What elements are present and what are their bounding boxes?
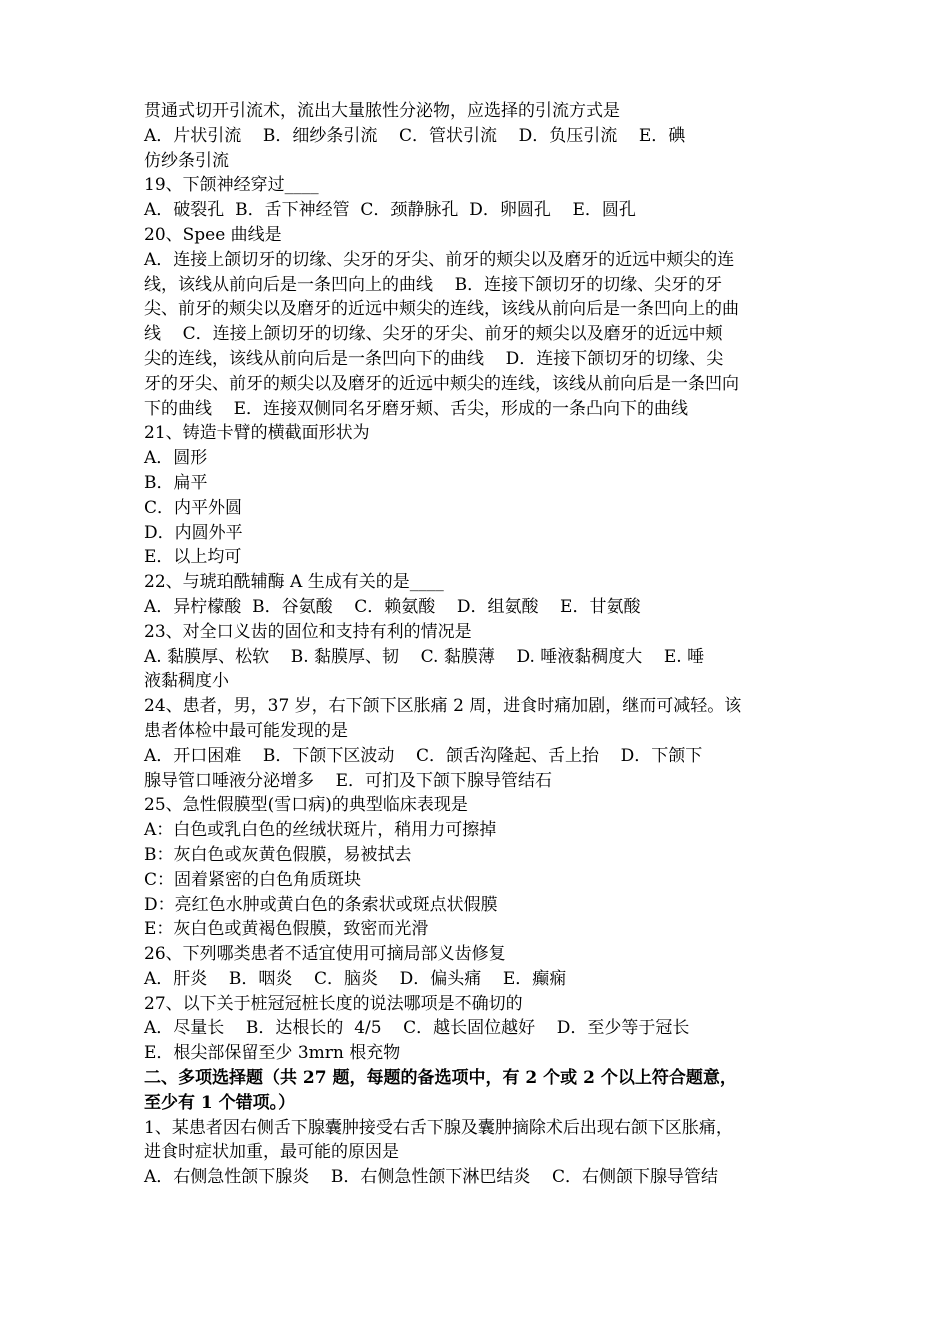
text-line: 牙的牙尖、前牙的颊尖以及磨牙的近远中颊尖的连线，该线从前向后是一条凹向 xyxy=(144,373,739,394)
section-heading: 二、多项选择题（共 27 题，每题的备选项中，有 2 个或 2 个以上符合题意， xyxy=(144,1068,737,1089)
text-line: 下的曲线 E．连接双侧同名牙磨牙颊、舌尖，形成的一条凸向下的曲线 xyxy=(144,398,689,419)
answer-options-line: A．片状引流 B．细纱条引流 C．管状引流 D．负压引流 E．碘 xyxy=(144,125,686,146)
answer-options-line: A．开口困难 B．下颌下区波动 C．颌舌沟隆起、舌上抬 D．下颌下 xyxy=(144,745,703,766)
answer-options-line: A．破裂孔 B．舌下神经管 C．颈静脉孔 D．卵圆孔 E．圆孔 xyxy=(144,200,636,221)
answer-option: A．圆形 xyxy=(144,448,208,469)
text-line: 尖的连线，该线从前向后是一条凹向下的曲线 D．连接下颌切牙的切缘、尖 xyxy=(144,348,724,369)
question-26: 26、下列哪类患者不适宜使用可摘局部义齿修复 xyxy=(144,944,506,965)
text-line: 腺导管口唾液分泌增多 E．可扪及下颌下腺导管结石 xyxy=(144,770,553,791)
answer-option: A：白色或乳白色的丝绒状斑片，稍用力可擦掉 xyxy=(144,820,497,841)
document-page xyxy=(144,99,810,1190)
question-23: 23、对全口义齿的固位和支持有利的情况是 xyxy=(144,621,472,642)
text-line: 线，该线从前向后是一条凹向上的曲线 B．连接下颌切牙的切缘、尖牙的牙 xyxy=(144,274,723,295)
question-1: 1、某患者因右侧舌下腺囊肿接受右舌下腺及囊肿摘除术后出现右颌下区胀痛， xyxy=(144,1117,733,1138)
answer-option: B．扁平 xyxy=(144,472,208,493)
text-line: A．连接上颌切牙的切缘、尖牙的牙尖、前牙的颊尖以及磨牙的近远中颊尖的连 xyxy=(144,249,735,270)
answer-option: E．以上均可 xyxy=(144,547,242,568)
text-line: 尖、前牙的颊尖以及磨牙的近远中颊尖的连线，该线从前向后是一条凹向上的曲 xyxy=(144,299,739,320)
text-line: 进食时症状加重，最可能的原因是 xyxy=(144,1142,399,1163)
answer-option: E：灰白色或黄褐色假膜，致密而光滑 xyxy=(144,919,429,940)
question-24: 24、患者，男，37 岁，右下颌下区胀痛 2 周，进食时痛加剧，继而可减轻。该 xyxy=(144,696,742,717)
answer-option: D．内圆外平 xyxy=(144,522,243,543)
section-heading: 至少有 1 个错项。） xyxy=(144,1092,296,1113)
answer-options-line: A．异柠檬酸 B．谷氨酸 C．赖氨酸 D．组氨酸 E．甘氨酸 xyxy=(144,596,641,617)
answer-option: B：灰白色或灰黄色假膜，易被拭去 xyxy=(144,844,412,865)
text-line: 液黏稠度小 xyxy=(144,671,229,692)
answer-option: E．根尖部保留至少 3mrn 根充物 xyxy=(144,1043,401,1064)
answer-options-line: A. 黏膜厚、松软 B. 黏膜厚、韧 C. 黏膜薄 D. 唾液黏稠度大 E. 唾 xyxy=(144,646,705,667)
question-27: 27、以下关于桩冠冠桩长度的说法哪项是不确切的 xyxy=(144,993,523,1014)
question-22: 22、与琥珀酰辅酶 A 生成有关的是____ xyxy=(144,572,444,593)
answer-option: D：亮红色水肿或黄白色的条索状或斑点状假膜 xyxy=(144,894,498,915)
question-25: 25、急性假膜型(雪口病)的典型临床表现是 xyxy=(144,795,468,816)
question-19: 19、下颌神经穿过____ xyxy=(144,175,319,196)
text-line: 贯通式切开引流术，流出大量脓性分泌物，应选择的引流方式是 xyxy=(144,101,620,121)
answer-option: C：固着紧密的白色角质斑块 xyxy=(144,869,362,890)
answer-option: C．内平外圆 xyxy=(144,497,243,518)
text-line: 线 C．连接上颌切牙的切缘、尖牙的牙尖、前牙的颊尖以及磨牙的近远中颊 xyxy=(144,324,723,345)
answer-options-line: A．肝炎 B．咽炎 C．脑炎 D．偏头痛 E．癫痫 xyxy=(144,968,567,989)
text-line: 患者体检中最可能发现的是 xyxy=(144,720,348,741)
question-20: 20、Spee 曲线是 xyxy=(144,224,282,245)
text-line: 仿纱条引流 xyxy=(144,150,229,171)
question-21: 21、铸造卡臂的横截面形状为 xyxy=(144,423,370,444)
answer-options-line: A．尽量长 B．达根长的 4/5 C．越长固位越好 D．至少等于冠长 xyxy=(144,1018,690,1039)
answer-options-line: A．右侧急性颌下腺炎 B．右侧急性颌下淋巴结炎 C．右侧颌下腺导管结 xyxy=(144,1167,719,1188)
